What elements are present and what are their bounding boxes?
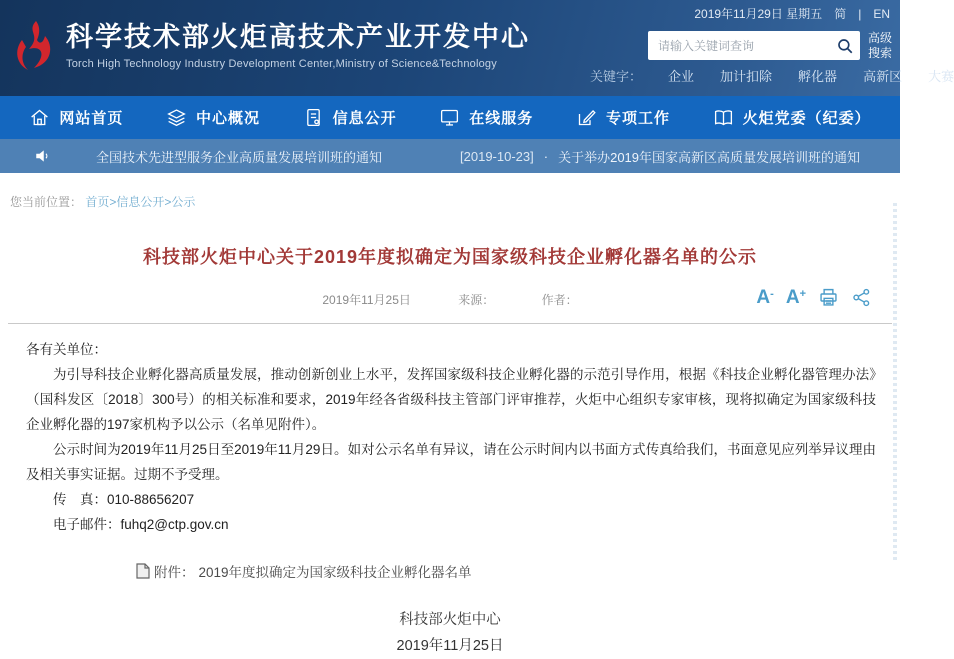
lang-simplified-link[interactable]: 简 <box>834 7 847 21</box>
article-title: 科技部火炬中心关于2019年度拟确定为国家级科技企业孵化器名单的公示 <box>142 247 758 267</box>
attachment-file-icon <box>136 563 150 579</box>
email-line: 电子邮件：fuhq2@ctp.gov.cn <box>53 517 229 532</box>
ticker-dot: · <box>543 148 549 164</box>
breadcrumb <box>0 173 900 210</box>
search-box <box>648 31 860 60</box>
signature-org: 科技部火炬中心 <box>399 612 501 628</box>
keywords-label: 关键字： <box>590 69 643 84</box>
pen-icon <box>576 107 597 128</box>
font-letter: A <box>756 286 771 308</box>
document-icon <box>303 107 324 128</box>
keyword-link[interactable]: 大赛 <box>928 69 954 84</box>
font-letter: A <box>785 286 800 308</box>
right-edge-decoration <box>893 203 897 563</box>
notice-ticker <box>0 139 900 173</box>
attachment-link[interactable]: 2019年度拟确定为国家级科技企业孵化器名单 <box>198 565 472 580</box>
speaker-icon <box>34 147 52 165</box>
brand <box>12 20 530 72</box>
topbar <box>694 5 890 22</box>
attachment-label: 附件： <box>154 565 195 580</box>
search-button[interactable] <box>830 31 860 60</box>
meta-divider <box>8 323 892 324</box>
nav-label: 网站首页 <box>59 110 124 127</box>
paragraph: 为引导科技企业孵化器高质量发展，推动创新创业上水平，发挥国家级科技企业孵化器的示范引导作用，根据《科技企业孵化器管理办法》（国科发区〔2018〕300号）的相关标准和要求，2019年经各省级科技主管部门评审推荐，火炬中心组织专家审核，现将拟确定为国家级科技企业孵化器的197家机构予以公示（名单见附件）。 <box>26 367 876 432</box>
signature-block <box>0 607 900 659</box>
article-meta <box>0 286 900 311</box>
signature-date: 2019年11月25日 <box>396 638 504 654</box>
keywords-bar <box>590 66 954 85</box>
printer-icon <box>818 287 839 308</box>
share-icon <box>851 287 872 308</box>
minus-sign: - <box>770 287 774 300</box>
search-icon <box>836 37 854 55</box>
content-area <box>0 173 900 654</box>
nav-label: 火炬党委（纪委） <box>742 110 871 127</box>
keyword-link[interactable]: 孵化器 <box>798 69 838 84</box>
attachment-row <box>136 561 900 581</box>
site-title: 科学技术部火炬高技术产业开发中心 <box>66 22 530 52</box>
font-increase-button[interactable] <box>786 288 806 308</box>
book-icon <box>713 107 734 128</box>
font-decrease-button[interactable] <box>756 288 773 308</box>
ticker-notice-left[interactable]: 全国技术先进型服务企业高质量发展培训班的通知 <box>96 149 383 165</box>
article-body <box>26 337 876 537</box>
share-button[interactable] <box>851 287 872 308</box>
ticker-date: [2019-10-23] <box>460 148 534 164</box>
keyword-link[interactable]: 企业 <box>668 69 695 84</box>
salutation: 各有关单位： <box>26 342 107 357</box>
source-label: 来源： <box>458 293 495 307</box>
nav-label: 在线服务 <box>469 110 534 127</box>
nav-item-information[interactable] <box>303 107 397 128</box>
keyword-link[interactable]: 高新区 <box>863 69 903 84</box>
breadcrumb-label: 您当前位置： <box>10 195 83 209</box>
layers-icon <box>166 107 187 128</box>
nav-item-party-committee[interactable] <box>713 107 871 128</box>
paragraph: 公示时间为2019年11月25日至2019年11月29日。如对公示名单有异议，请在公示时间内以书面方式传真给我们，书面意见应列举异议理由及相关事实证据。过期不予受理。 <box>26 442 876 482</box>
lang-en-link[interactable]: EN <box>873 6 890 21</box>
torch-logo-icon <box>12 20 56 72</box>
advanced-search-link[interactable]: 高级搜索 <box>867 31 892 60</box>
publish-date: 2019年11月25日 <box>322 293 411 307</box>
author-label: 作者： <box>541 293 578 307</box>
nav-item-online-service[interactable] <box>439 107 533 128</box>
keyword-link[interactable]: 加计扣除 <box>720 69 773 84</box>
ticker-notice-right[interactable]: 关于举办2019年国家高新区高质量发展培训班的通知 <box>558 149 861 165</box>
breadcrumb-path[interactable]: 首页>信息公开>公示 <box>85 195 196 209</box>
site-header <box>0 0 954 96</box>
print-button[interactable] <box>818 287 839 308</box>
main-nav <box>0 96 900 139</box>
brand-text <box>66 20 530 70</box>
nav-item-home[interactable] <box>29 107 123 128</box>
monitor-icon <box>439 107 460 128</box>
site-subtitle: Torch High Technology Industry Development Center,Ministry of Science&Technology <box>66 58 497 70</box>
topbar-divider: | <box>858 6 862 21</box>
nav-label: 信息公开 <box>332 110 397 127</box>
search-input[interactable] <box>648 39 830 53</box>
nav-label: 中心概况 <box>195 110 260 127</box>
current-date: 2019年11月29日 星期五 <box>694 7 823 21</box>
nav-item-overview[interactable] <box>166 107 260 128</box>
nav-label: 专项工作 <box>605 110 670 127</box>
article-tools <box>756 287 872 308</box>
home-icon <box>29 107 50 128</box>
fax-line: 传 真：010-88656207 <box>53 492 195 507</box>
plus-sign: + <box>799 287 806 300</box>
nav-item-special-work[interactable] <box>576 107 670 128</box>
